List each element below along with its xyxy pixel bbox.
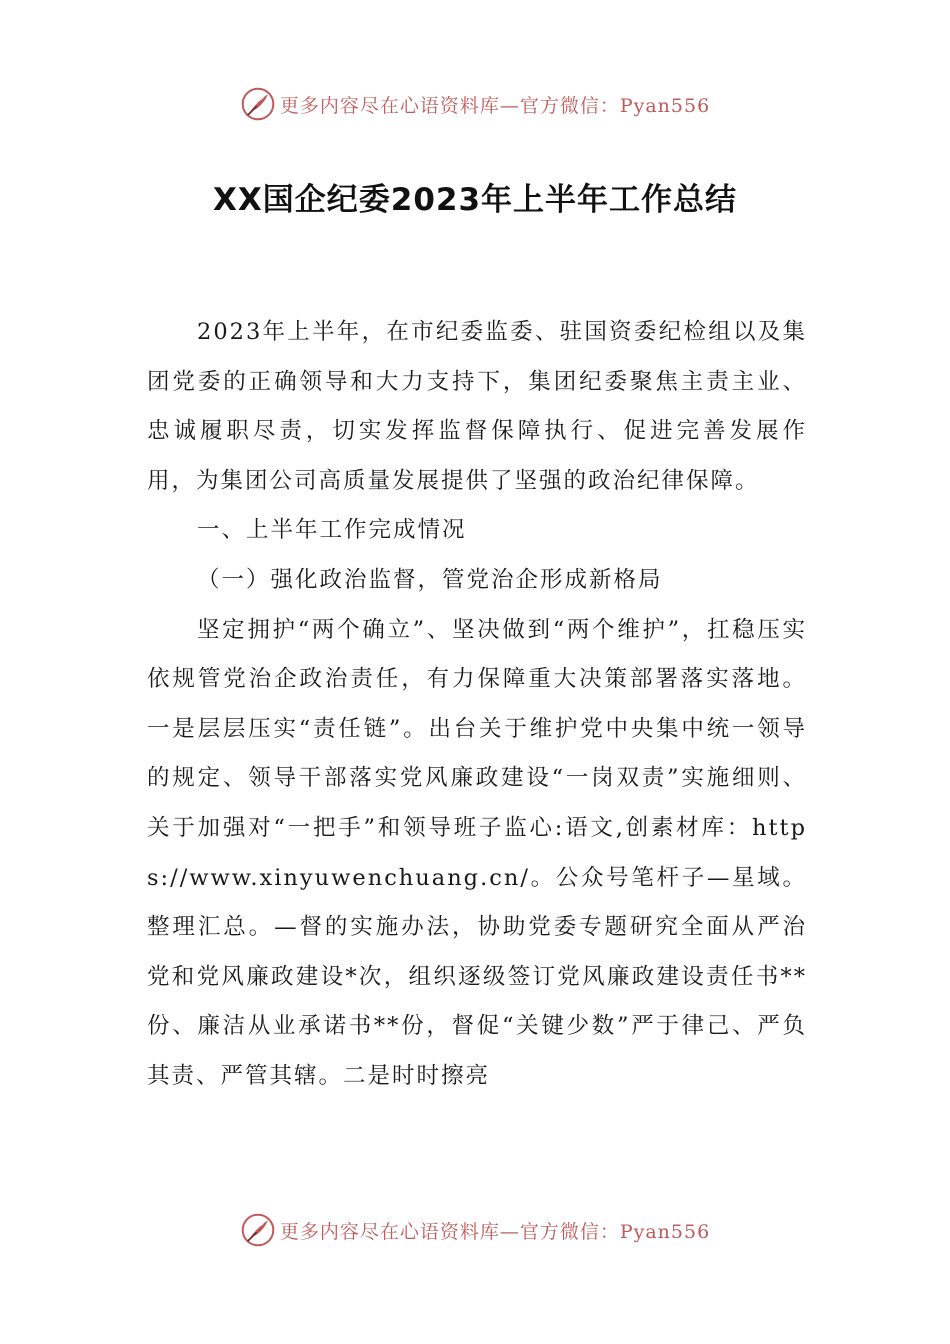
footer-banner <box>0 1210 950 1250</box>
feather-pen-icon <box>240 86 276 122</box>
document-title: XX国企纪委2023年上半年工作总结 <box>212 182 738 218</box>
section-heading: 一、上半年工作完成情况 <box>197 517 467 544</box>
subsection-heading: （一）强化政治监督，管党治企形成新格局 <box>197 566 663 593</box>
paragraph-intro: 2023年上半年，在市纪委监委、驻国资委纪检组以及集团党委的正确领导和大力支持下，集团纪委聚焦主责主业、忠诚履职尽责，切实发挥监督保障执行、促进完善发展作用，为集团公司高质量发展提供了坚强的政治纪律保障。 <box>147 319 807 494</box>
header-banner <box>0 84 950 124</box>
footer-banner-text: 更多内容尽在心语资料库—官方微信：Pyan556 <box>279 1220 711 1243</box>
paragraph-body: 坚定拥护“两个确立”、坚决做到“两个维护”，扛稳压实依规管党治企政治责任，有力保障重大决策部署落实落地。一是层层压实“责任链”。出台关于维护党中央集中统一领导的规定、领导干部落实党风廉政建设“一岗双责”实施细则、关于加强对“一把手”和领导班子监心:语文,创素材库：https://www.xinyuwenchuang.cn/。公众号笔杆子—星域。整理汇总。—督的实施办法，协助党委专题研究全面从严治党和党风廉政建设*次，组织逐级签订党风廉政建设责任书**份、廉洁从业承诺书**份，督促“关键少数”严于律己、严负其责、严管其辖。二是时时擦亮 <box>147 616 807 1089</box>
header-banner-text: 更多内容尽在心语资料库—官方微信：Pyan556 <box>279 94 711 117</box>
document-body <box>147 308 807 1102</box>
feather-pen-icon <box>240 1212 276 1248</box>
